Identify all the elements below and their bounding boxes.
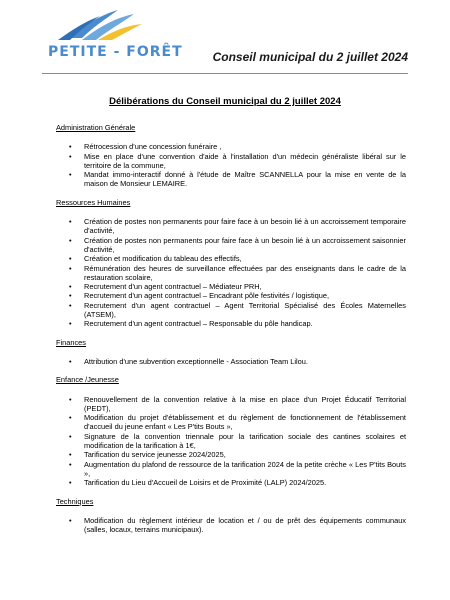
list-item: • Recrutement d'un agent contractuel – Responsable du pôle handicap. (56, 319, 406, 328)
document-header-title: Conseil municipal du 2 juillet 2024 (212, 50, 408, 64)
list-item: • Modification du règlement intérieur de location et / ou de prêt des équipements communaux (salles, locaux, terrains municipaux). (56, 516, 406, 535)
header-divider (42, 73, 408, 74)
section-title-finances: Finances (56, 337, 86, 347)
list-item: • Création de postes non permanents pour faire face à un besoin lié à un accroissement temporaire d'activité, (56, 217, 406, 236)
list-item: • Recrutement d'un agent contractuel – Agent Territorial Spécialisé des Écoles Maternelles (ATSEM), (56, 301, 406, 320)
list-item: • Recrutement d'un agent contractuel – Médiateur PRH, (56, 282, 406, 291)
list-item: • Création et modification du tableau des effectifs, (56, 254, 406, 263)
list-item: • Modification du projet d'établissement et du règlement de fonctionnement de l'établissement d'accueil du jeune enfant « Les P'tits Bouts », (56, 413, 406, 432)
list-item: • Recrutement d'un agent contractuel – Encadrant pôle festivités / logistique, (56, 291, 406, 300)
list-item: • Mandat immo-interactif donné à l'étude de Maître SCANNELLA pour la mise en vente de la maison de Monsieur LEMAIRE. (56, 170, 406, 189)
list-item: • Rétrocession d'une concession funéraire , (56, 142, 406, 151)
section-title-enfance-jeunesse: Enfance /Jeunesse (56, 375, 119, 385)
town-logo (38, 6, 183, 64)
list-item: • Rémunération des heures de surveillance effectuées par des enseignants dans le cadre de la restauration scolaire, (56, 264, 406, 283)
list-item: • Signature de la convention triennale pour la tarification sociale des cantines scolaires et modification de la tarification à 1€, (56, 432, 406, 451)
list-item: • Renouvellement de la convention relative à la mise en place d'un Projet Éducatif Territorial (PEDT), (56, 395, 406, 414)
section-title-techniques: Techniques (56, 496, 94, 506)
deliberations-list (56, 123, 406, 543)
section-items-administration (56, 142, 406, 188)
list-item: • Création de postes non permanents pour faire face à un besoin lié à un accroissement saisonnier d'activité, (56, 236, 406, 255)
section-title-ressources-humaines: Ressources Humaines (56, 197, 131, 207)
list-item: • Mise en place d'une convention d'aide à l'installation d'un médecin généraliste libéral sur le territoire de la commune, (56, 152, 406, 171)
list-item: • Tarification du service jeunesse 2024/2025, (56, 450, 406, 459)
list-item: • Attribution d'une subvention exceptionnelle - Association Team Lilou. (56, 357, 406, 366)
logo-swoosh-icon (38, 6, 168, 46)
section-items-techniques (56, 516, 406, 535)
section-title-administration: Administration Générale (56, 123, 136, 132)
section-items-ressources-humaines (56, 217, 406, 329)
page-title: Délibérations du Conseil municipal du 2 juillet 2024 (109, 96, 341, 107)
logo-text: PETITE - FORÊT (48, 44, 183, 60)
list-item: • Augmentation du plafond de ressource de la tarification 2024 de la petite crèche « Les P'tits Bouts », (56, 460, 406, 479)
section-items-enfance-jeunesse (56, 395, 406, 488)
list-item: • Tarification du Lieu d'Accueil de Loisirs et de Proximité (LALP) 2024/2025. (56, 478, 406, 487)
section-items-finances (56, 357, 406, 366)
